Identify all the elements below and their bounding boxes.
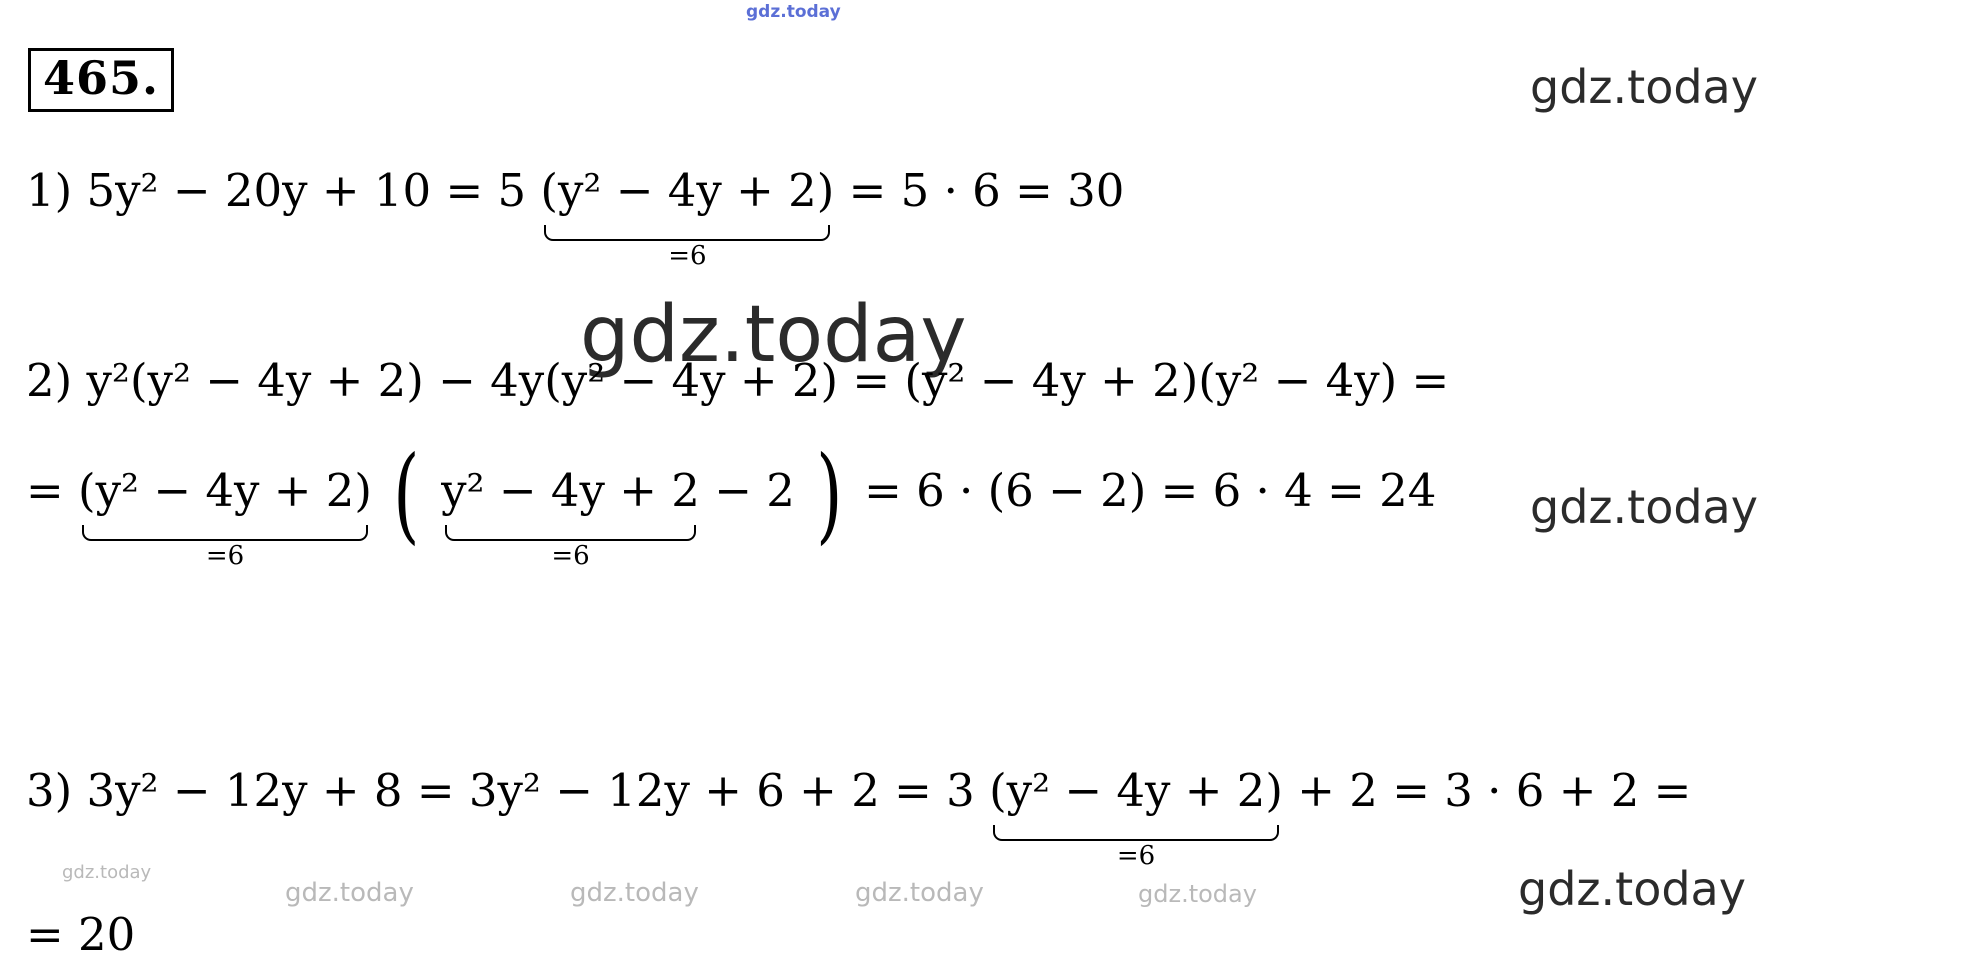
solution-line-2b [26, 433, 1437, 571]
item3-group-text: (y² − 4y + 2) [989, 764, 1283, 817]
underbrace [445, 525, 696, 541]
watermark-bottom-right: gdz.today [1518, 862, 1746, 916]
item-marker-2: 2) [26, 354, 73, 407]
solution-line-2a [26, 354, 1450, 407]
item2-tail: = 6 · (6 − 2) = 6 · 4 = 24 [864, 464, 1437, 517]
watermark-bottom-4: gdz.today [855, 878, 984, 908]
item2-line2-lead: = [26, 464, 64, 517]
item3-tail: + 2 = 3 · 6 + 2 = [1297, 764, 1692, 817]
item2-line1: y²(y² − 4y + 2) − 4y(y² − 4y + 2) = (y² − 4y + 2)(y² − 4y) = [86, 354, 1450, 407]
item1-lead: 5y² − 20y + 10 = 5 [86, 164, 527, 217]
big-paren-close: ) [816, 433, 843, 555]
underbrace-label: =6 [668, 241, 707, 271]
underbrace-label: =6 [1116, 841, 1156, 871]
item3-lead: 3y² − 12y + 8 = 3y² − 12y + 6 + 2 = 3 [86, 764, 975, 817]
item-marker-1: 1) [26, 164, 73, 217]
item-marker-3: 3) [26, 764, 73, 817]
item2-group1-text: (y² − 4y + 2) [78, 464, 372, 517]
item2-mid: − 2 [714, 464, 795, 517]
item1-group-text: (y² − 4y + 2) [540, 164, 835, 217]
item2-group2-text: y² − 4y + 2 [441, 464, 700, 517]
watermark-header-right: gdz.today [1530, 60, 1758, 114]
item1-brace-group [540, 164, 835, 271]
solution-line-3 [26, 764, 1692, 871]
watermark-center-large: gdz.today [580, 290, 967, 380]
item3-result: = 20 [26, 908, 136, 961]
watermark-bottom-2: gdz.today [285, 878, 414, 908]
underbrace [993, 825, 1279, 841]
underbrace-label: =6 [205, 541, 245, 571]
underbrace-label: =6 [551, 541, 590, 571]
solution-line-3-result [26, 908, 136, 961]
underbrace [544, 225, 830, 241]
item1-tail: = 5 · 6 = 30 [848, 164, 1125, 217]
watermark-bottom-5: gdz.today [1138, 880, 1257, 908]
watermark-top: gdz.today [746, 2, 841, 22]
watermark-bottom-1: gdz.today [62, 862, 152, 883]
item2-brace-group-2 [441, 464, 700, 571]
watermark-bottom-3: gdz.today [570, 878, 699, 908]
solution-line-1 [26, 164, 1125, 271]
item2-brace-group-1 [78, 464, 372, 571]
underbrace [82, 525, 368, 541]
watermark-mid-right: gdz.today [1530, 480, 1758, 534]
item3-brace-group [989, 764, 1283, 871]
exercise-number: 465. [28, 48, 174, 112]
big-paren-open: ( [393, 433, 420, 555]
